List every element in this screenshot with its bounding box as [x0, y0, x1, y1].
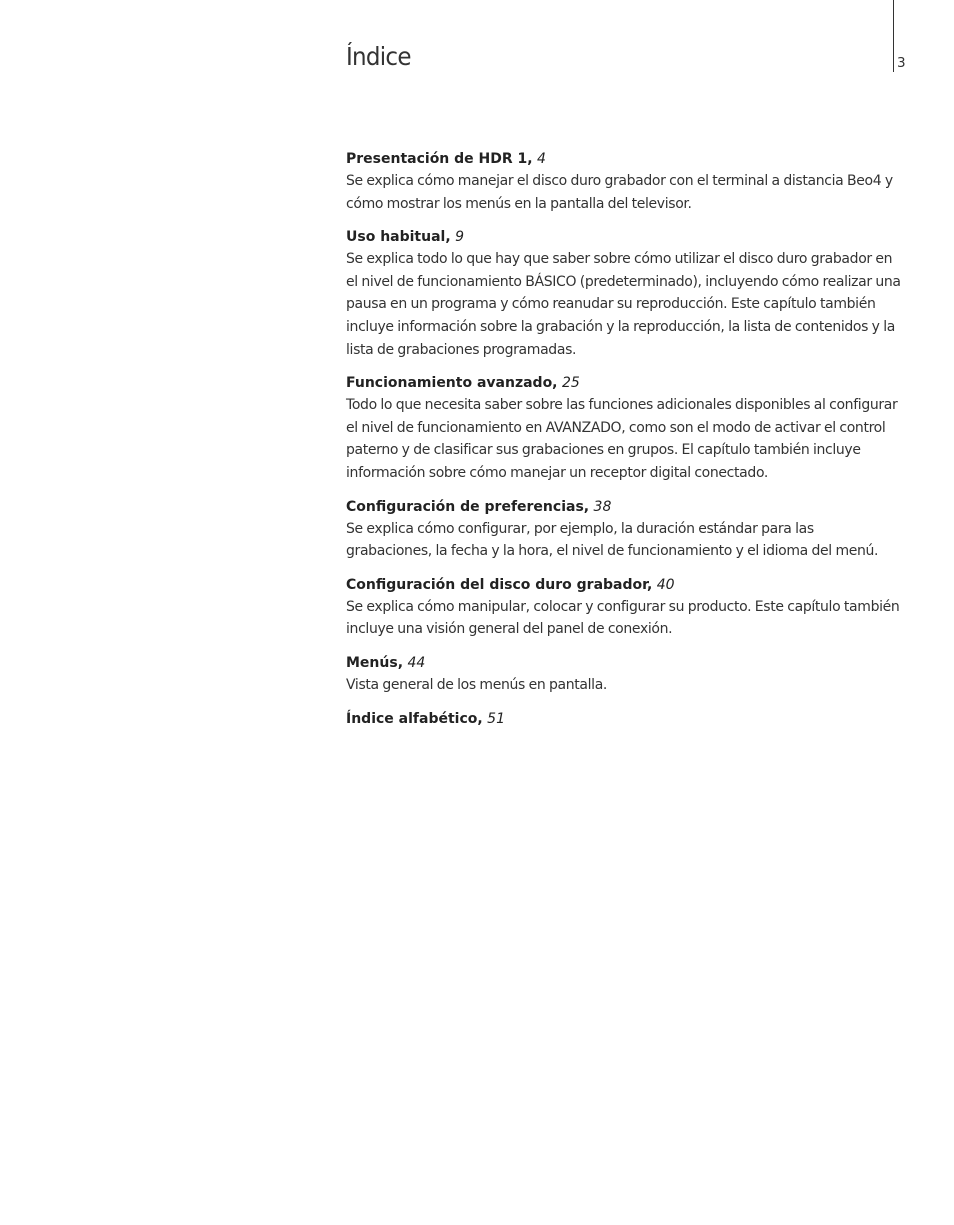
toc-entry [346, 372, 902, 484]
page-title: Índice [346, 42, 411, 71]
toc-entry-page: 51 [487, 710, 505, 727]
toc-entry-heading [346, 148, 902, 170]
toc-entry [346, 496, 902, 563]
toc-entry-title: Configuración de preferencias, [346, 498, 590, 515]
toc-entry-page: 44 [407, 654, 426, 671]
toc-entry-page: 9 [455, 229, 465, 246]
page-number: 3 [897, 55, 906, 71]
toc-entry-title: Funcionamiento avanzado, [346, 375, 558, 392]
toc-entry-page: 40 [656, 576, 675, 593]
toc-entry-heading [346, 652, 902, 674]
table-of-contents [346, 148, 902, 741]
toc-entry-heading [346, 574, 902, 596]
toc-entry-heading [346, 496, 902, 518]
toc-entry-description: Se explica cómo manipular, colocar y configurar su producto. Este capítulo también incluye una visión general del panel de conexión. [346, 598, 900, 638]
toc-entry-description: Todo lo que necesita saber sobre las funciones adicionales disponibles al configurar el nivel de funcionamiento en AVANZADO, como son el modo de activar el control paterno y de clasificar sus grabaciones en grupos. El capítulo también incluye información sobre cómo manejar un receptor digital conectado. [346, 397, 898, 481]
toc-entry-heading [346, 226, 902, 248]
toc-entry-heading [346, 708, 902, 730]
toc-entry-description: Se explica cómo manejar el disco duro grabador con el terminal a distancia Beo4 y cómo mostrar los menús en la pantalla del televisor. [346, 173, 893, 212]
toc-entry [346, 708, 902, 730]
toc-entry-title: Índice alfabético, [346, 710, 483, 727]
toc-entry-description: Vista general de los menús en pantalla. [346, 676, 608, 693]
page-edge-rule [893, 0, 894, 72]
toc-entry-description: Se explica todo lo que hay que saber sobre cómo utilizar el disco duro grabador en el nivel de funcionamiento BÁSICO (predeterminado), incluyendo cómo realizar una pausa en un programa y cómo reanudar su reproducción. Este capítulo también incluye información sobre la grabación y la reproducción, la lista de contenidos y la lista de grabaciones programadas. [346, 251, 901, 358]
toc-entry-page: 38 [593, 498, 612, 515]
toc-entry-title: Menús, [346, 654, 404, 671]
toc-entry-page: 25 [561, 375, 580, 392]
toc-entry [346, 148, 902, 215]
toc-entry-heading [346, 372, 902, 394]
toc-entry [346, 226, 902, 361]
toc-entry [346, 574, 902, 641]
toc-entry-title: Presentación de HDR 1, [346, 151, 533, 167]
toc-entry-page: 4 [537, 151, 546, 167]
toc-entry-description: Se explica cómo configurar, por ejemplo, la duración estándar para las grabaciones, la fecha y la hora, el nivel de funcionamiento y el idioma del menú. [346, 520, 879, 560]
toc-entry [346, 652, 902, 697]
toc-entry-title: Configuración del disco duro grabador, [346, 576, 653, 593]
toc-entry-title: Uso habitual, [346, 229, 451, 246]
